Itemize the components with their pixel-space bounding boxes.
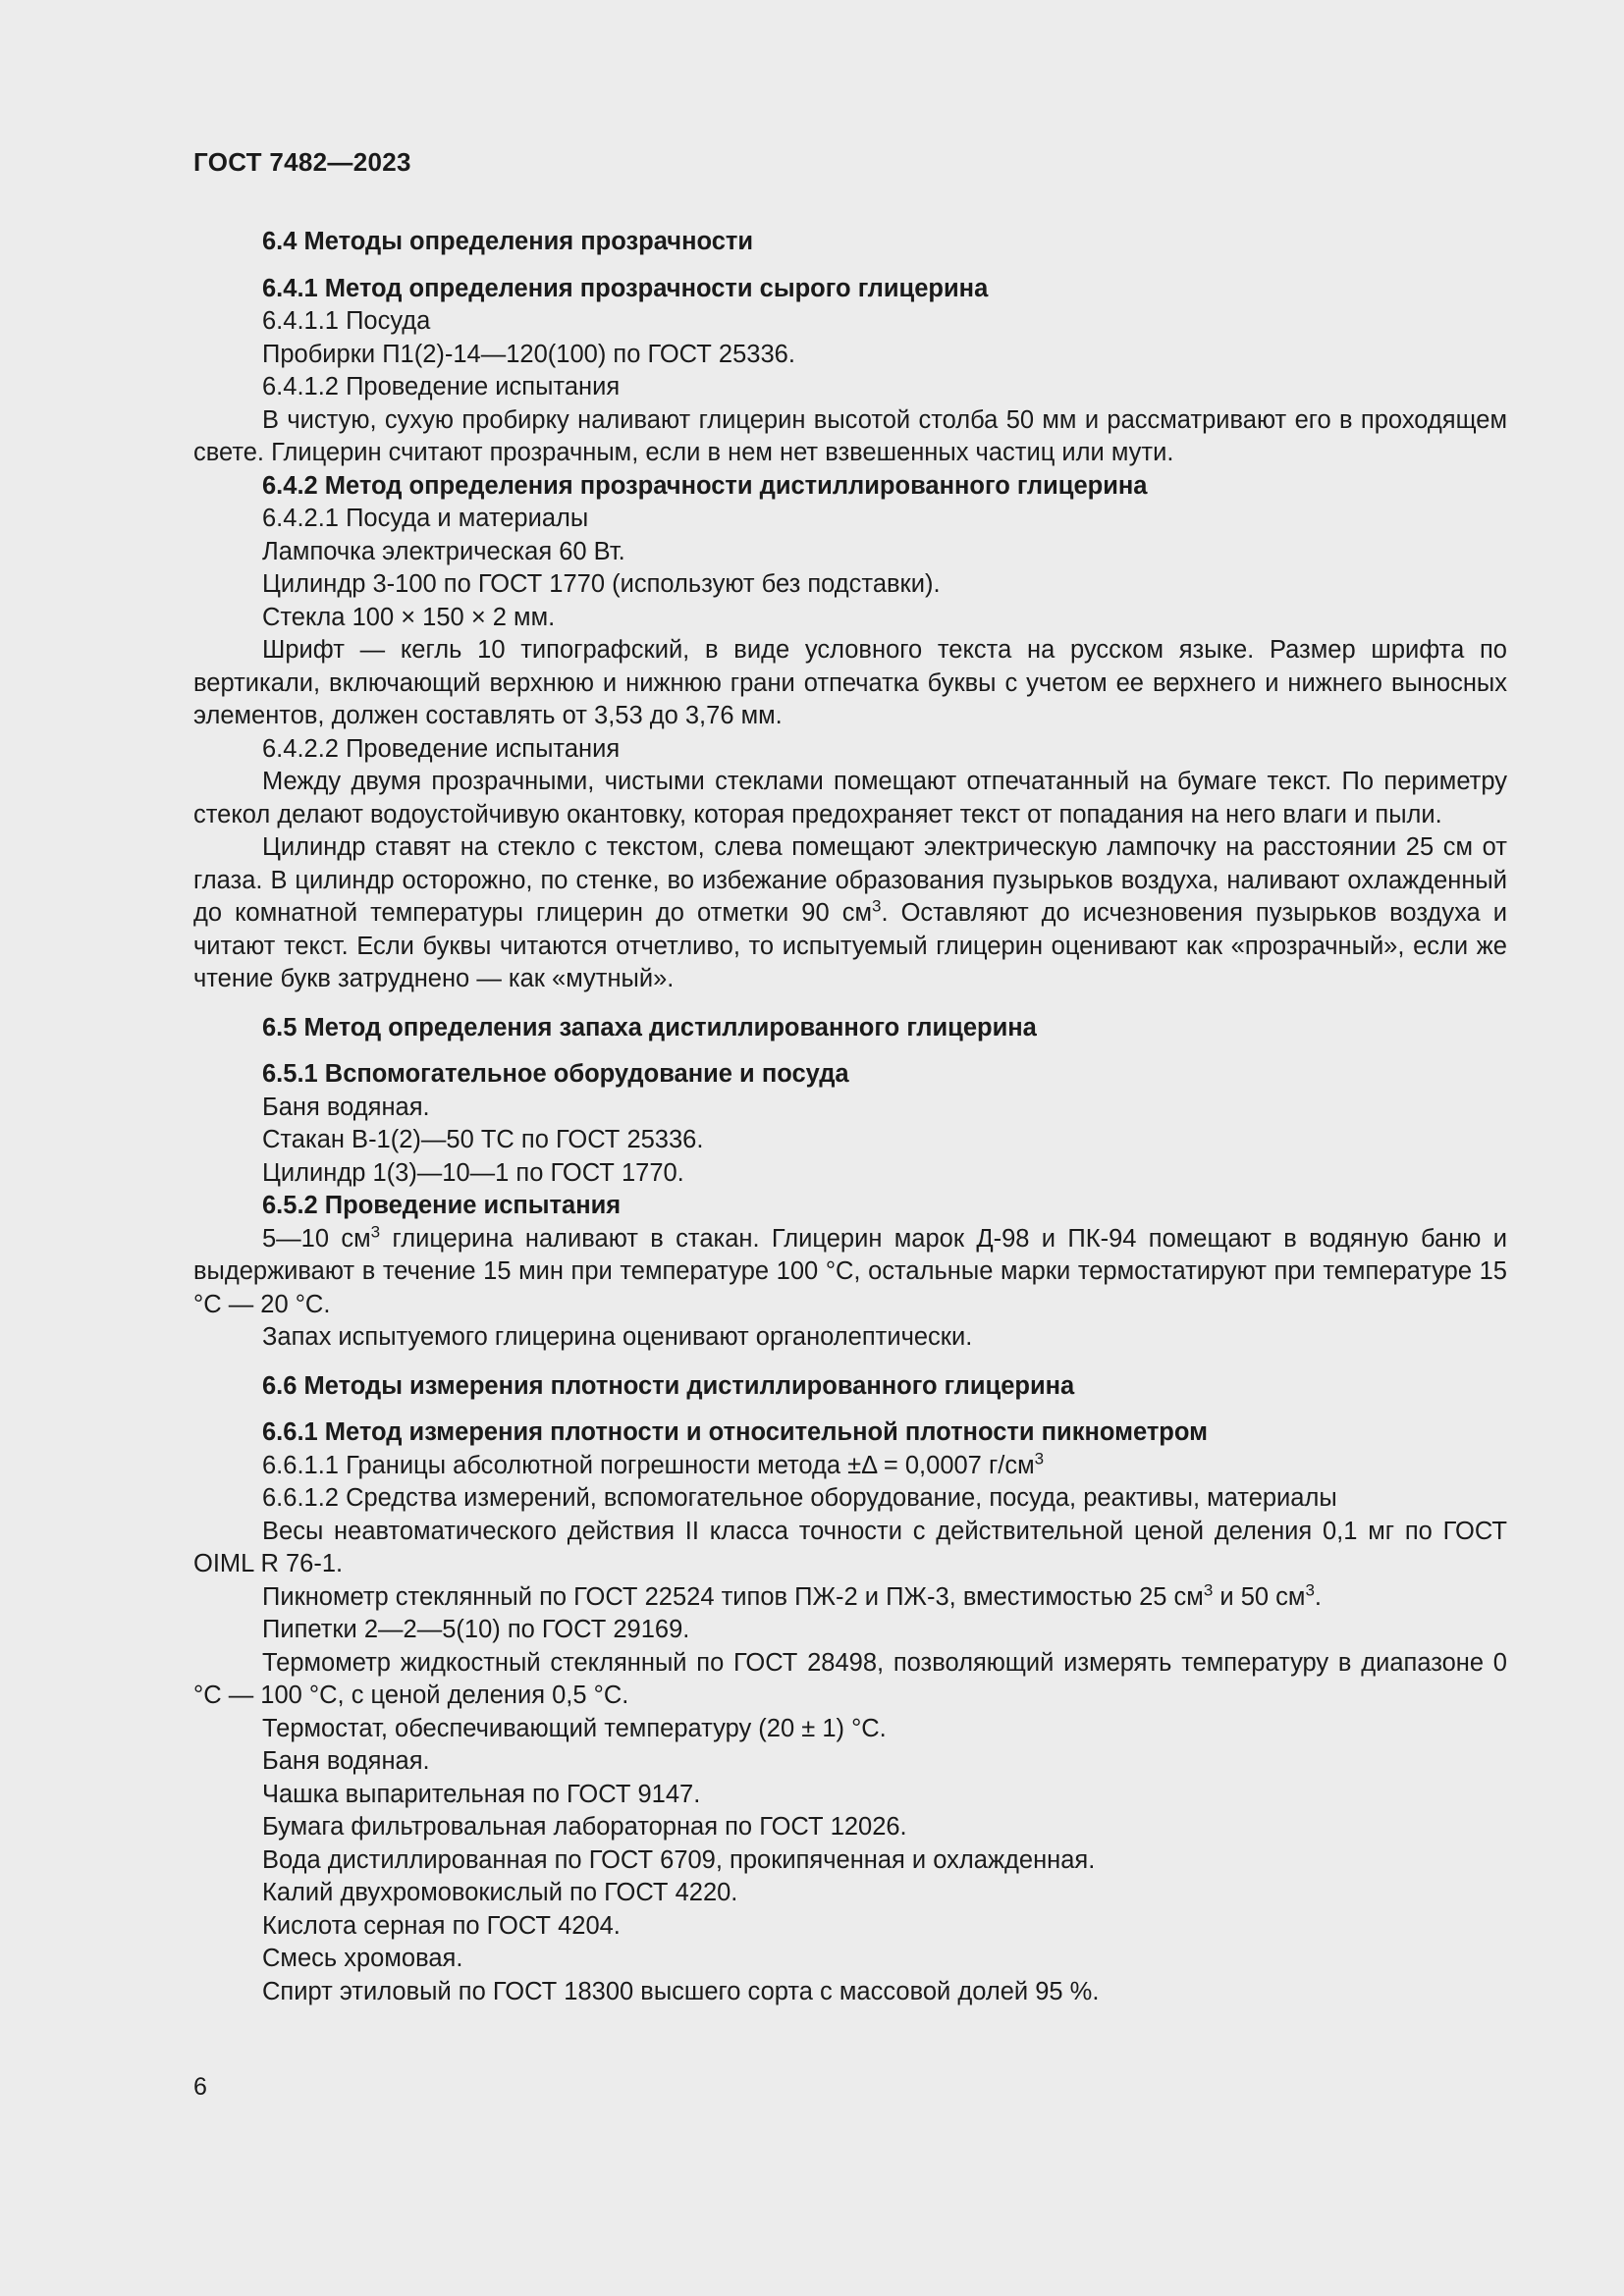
text-run: .: [1314, 1582, 1323, 1611]
text-run: и 50 см: [1213, 1582, 1306, 1611]
superscript: 3: [1034, 1449, 1045, 1468]
paragraph: В чистую, сухую пробирку наливают глицерин высотой столба 50 мм и рассматривают его в проходящем свете. Глицерин считают прозрачным, если в нем нет взвешенных частиц или мути.: [193, 405, 1507, 466]
list-item: Смесь хромовая.: [262, 1945, 463, 1972]
text-run: 6.6.1.1 Границы абсолютной погрешности метода ±Δ = 0,0007 г/см: [262, 1451, 1035, 1479]
text-run: Пикнометр стеклянный по ГОСТ 22524 типов ПЖ-2 и ПЖ-3, вместимостью 25 см: [262, 1582, 1204, 1611]
list-item: Термометр жидкостный стеклянный по ГОСТ 28498, позволяющий измерять температуру в диапазоне 0 °С — 100 °С, с ценой деления 0,5 °С.: [193, 1648, 1507, 1709]
list-item: Баня водяная.: [262, 1093, 430, 1121]
superscript: 3: [370, 1222, 381, 1241]
list-item: Спирт этиловый по ГОСТ 18300 высшего сорта с массовой долей 95 %.: [262, 1977, 1100, 2005]
list-item: Кислота серная по ГОСТ 4204.: [262, 1911, 621, 1940]
text-run: глицерина наливают в стакан. Глицерин марок Д-98 и ПК-94 помещают в водяную баню и выдерживают в течение 15 мин при температуре 100 °С, остальные марки термостатируют при температуре 15 °С — 20 °С.: [193, 1224, 1507, 1318]
text-run: Цилиндр ставят на стекло с текстом, слева помещают электрическую лампочку на расстоянии 25 см от глаза. В цилиндр осторожно, по стенке, во избежание образования пузырьков воздуха, наливают охлажденный до комнатной температуры глицерин до отметки 90 см: [193, 833, 1507, 927]
section-6-4-1-heading: 6.4.1 Метод определения прозрачности сырого глицерина: [262, 274, 989, 302]
superscript: 3: [1203, 1580, 1214, 1599]
list-item: Весы неавтоматического действия II класса точности с действительной ценой деления 0,1 мг по ГОСТ OIML R 76-1.: [193, 1517, 1507, 1577]
list-item: Вода дистиллированная по ГОСТ 6709, прокипяченная и охлажденная.: [262, 1845, 1096, 1874]
paragraph: Между двумя прозрачными, чистыми стеклами помещают отпечатанный на бумаге текст. По периметру стекол делают водоустойчивую окантовку, которая предохраняет текст от попадания на него влаги и пыли.: [193, 768, 1507, 828]
list-item: Пробирки П1(2)-14—120(100) по ГОСТ 25336.: [262, 340, 795, 368]
list-item: Цилиндр 3-100 по ГОСТ 1770 (используют без подставки).: [262, 570, 941, 598]
paragraph: Шрифт — кегль 10 типографский, в виде условного текста на русском языке. Размер шрифта по вертикали, включающий верхнюю и нижнюю грани отпечатка буквы с учетом ее верхнего и нижнего выносных элементов, должен составлять от 3,53 до 3,76 мм.: [193, 636, 1507, 729]
list-item: Баня водяная.: [262, 1747, 430, 1775]
document-header: ГОСТ 7482—2023: [193, 147, 411, 177]
list-item: Термостат, обеспечивающий температуру (20 ± 1) °С.: [262, 1714, 887, 1742]
section-6-6-1-heading: 6.6.1 Метод измерения плотности и относительной плотности пикнометром: [262, 1418, 1208, 1446]
list-item: Цилиндр 1(3)—10—1 по ГОСТ 1770.: [262, 1158, 684, 1187]
section-6-4-2-heading: 6.4.2 Метод определения прозрачности дистиллированного глицерина: [262, 471, 1148, 500]
list-item: Пипетки 2—2—5(10) по ГОСТ 29169.: [262, 1616, 690, 1643]
section-6-4-1-2-heading: 6.4.1.2 Проведение испытания: [262, 373, 621, 400]
superscript: 3: [1305, 1580, 1315, 1599]
list-item: Лампочка электрическая 60 Вт.: [262, 537, 625, 565]
list-item: Чашка выпарительная по ГОСТ 9147.: [262, 1780, 701, 1808]
section-6-4-2-1-heading: 6.4.2.1 Посуда и материалы: [262, 505, 589, 532]
document-body: [193, 226, 1507, 2008]
paragraph: [193, 1223, 1507, 1322]
list-item: Стекла 100 × 150 × 2 мм.: [262, 603, 556, 631]
list-item: Бумага фильтровальная лабораторная по ГОСТ 12026.: [262, 1813, 907, 1841]
section-6-4-heading: 6.4 Методы определения прозрачности: [262, 228, 754, 255]
text-run: . Оставляют до исчезновения пузырьков воздуха и читают текст. Если буквы читаются отчетливо, то испытуемый глицерин оценивают как «прозрачный», если же чтение букв затруднено — как «мутный».: [193, 899, 1507, 992]
paragraph: [193, 831, 1507, 996]
section-6-5-2-heading: 6.5.2 Проведение испытания: [262, 1192, 622, 1219]
section-6-6-1-2-heading: 6.6.1.2 Средства измерений, вспомогательное оборудование, посуда, реактивы, материалы: [262, 1484, 1337, 1512]
section-6-4-2-2-heading: 6.4.2.2 Проведение испытания: [262, 734, 621, 763]
list-item: Стакан В-1(2)—50 ТС по ГОСТ 25336.: [262, 1126, 704, 1153]
section-6-5-1-heading: 6.5.1 Вспомогательное оборудование и посуда: [262, 1060, 849, 1088]
section-6-5-heading: 6.5 Метод определения запаха дистиллированного глицерина: [262, 1013, 1037, 1041]
list-item: Калий двухромовокислый по ГОСТ 4220.: [262, 1879, 738, 1906]
paragraph: Запах испытуемого глицерина оценивают органолептически.: [262, 1323, 973, 1351]
list-item: [193, 1581, 1507, 1615]
section-6-4-1-1-heading: 6.4.1.1 Посуда: [262, 307, 431, 335]
section-6-6-1-1-heading: [193, 1450, 1507, 1483]
superscript: 3: [871, 896, 882, 916]
page-number: 6: [193, 2073, 207, 2101]
section-6-6-heading: 6.6 Методы измерения плотности дистиллированного глицерина: [262, 1371, 1075, 1400]
text-run: 5—10 см: [262, 1224, 371, 1253]
